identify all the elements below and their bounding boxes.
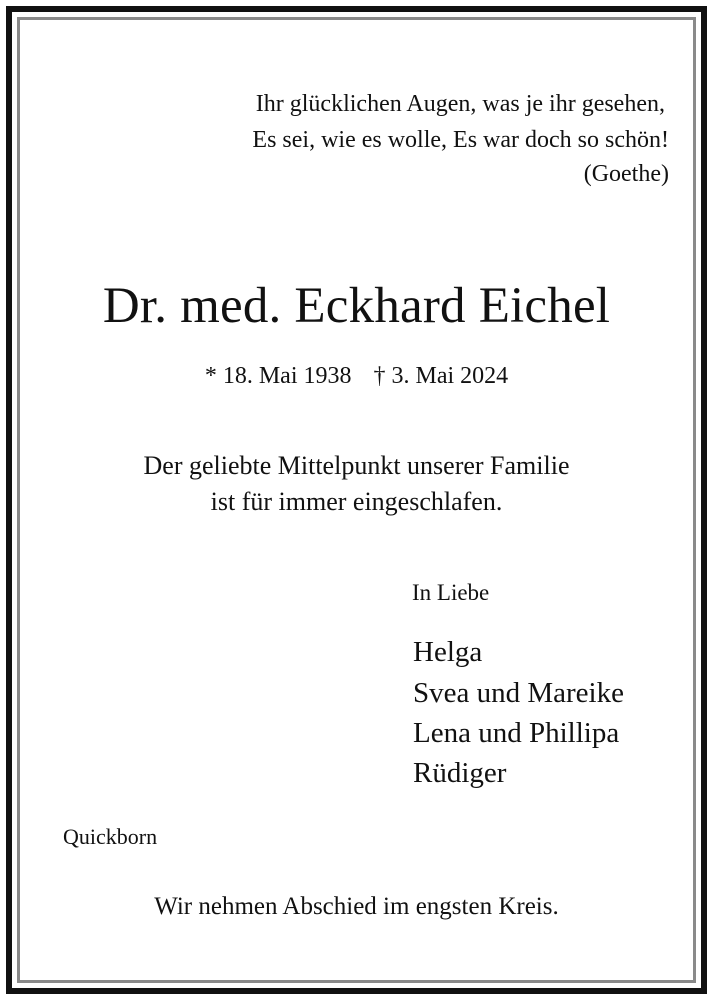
life-dates: [0, 360, 713, 392]
quote-author: (Goethe): [583, 161, 669, 187]
deceased-name: Dr. med. Eckhard Eichel: [102, 278, 611, 334]
closing-note: Wir nehmen Abschied im engsten Kreis.: [154, 893, 559, 920]
quote-line-1: Ihr glücklichen Augen, was je ihr gesehen,: [255, 91, 665, 117]
message-line-1: Der geliebte Mittelpunkt unserer Familie: [143, 451, 570, 480]
birth-date: * 18. Mai 1938: [204, 363, 352, 389]
mourner-name: Lena und Phillipa: [413, 717, 620, 749]
death-date: † 3. Mai 2024: [373, 363, 509, 389]
mourner-name: Helga: [413, 636, 483, 668]
mourner-name: Rüdiger: [413, 757, 507, 789]
mourners-intro: In Liebe: [412, 580, 490, 605]
message-line-2: ist für immer eingeschlafen.: [210, 487, 503, 516]
place-name: Quickborn: [63, 824, 158, 849]
mourner-name: Svea und Mareike: [413, 677, 624, 709]
quote-line-2: Es sei, wie es wolle, Es war doch so schön!: [252, 127, 669, 153]
